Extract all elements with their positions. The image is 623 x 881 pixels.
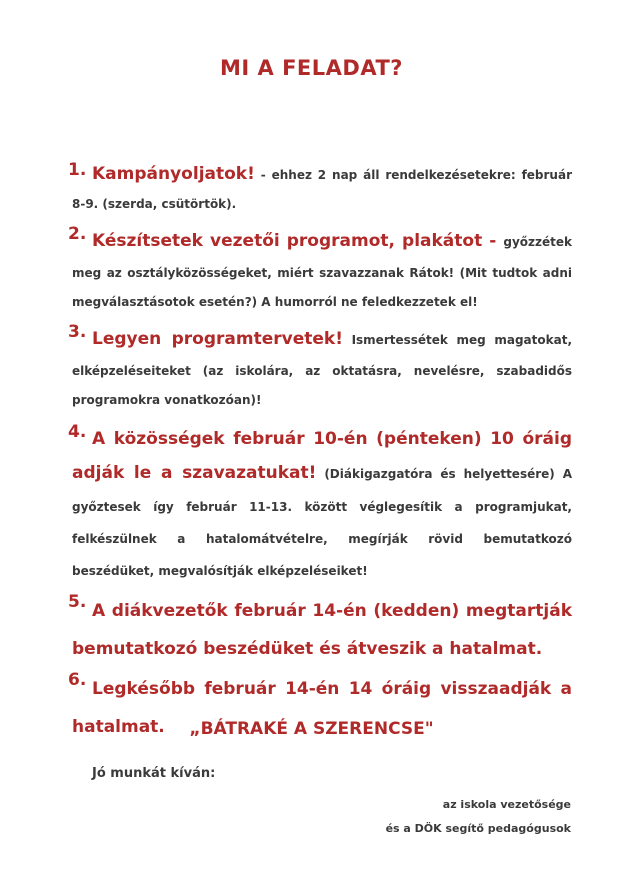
- page-title: MI A FELADAT?: [220, 56, 403, 80]
- item-body: - ehhez 2 nap áll rendelkezésetekre: február 8-9. (szerda, csütörtök).: [72, 168, 572, 211]
- item-body: (Diákigazgatóra és helyettesére) A győztesek így február 11-13. között véglegesítik a programjukat, felkészülnek a hatalomátvételre, megírják rövid bemutatkozó beszédüket, megvalósítják elképzeléseiket!: [72, 467, 572, 578]
- item-number: 3.: [68, 322, 87, 342]
- list-item: [68, 224, 572, 316]
- item-number: 6.: [68, 670, 87, 690]
- item-text: [72, 224, 572, 316]
- item-body: győzzétek meg az osztályközösségeket, miért szavazzanak Rátok! (Mit tudtok adni megválasztásotok esetén?) A humorról ne feledkezzetek el!: [72, 235, 572, 309]
- item-number: 1.: [68, 160, 87, 180]
- item-number: 4.: [68, 422, 87, 442]
- item-heading: Készítsetek vezetői programot, plakátot -: [92, 231, 504, 251]
- item-text: [72, 160, 572, 218]
- slogan: „BÁTRAKÉ A SZERENCSE": [189, 719, 434, 739]
- item-heading: Legyen programtervetek!: [92, 329, 343, 349]
- signature-line-1: az iskola vezetősége: [442, 798, 571, 811]
- item-heading: Legkésőbb február 14-én 14 óráig visszaadják a hatalmat.: [72, 679, 572, 737]
- item-heading: Kampányoljatok!: [92, 164, 255, 184]
- item-number: 5.: [68, 592, 87, 612]
- item-body: Ismertessétek meg magatokat, elképzeléseiteket (az iskolára, az oktatásra, nevelésre, szabadidős programokra vonatkozóan)!: [72, 333, 573, 407]
- item-text: [72, 422, 572, 586]
- item-text: [72, 322, 572, 414]
- item-text: [72, 592, 572, 668]
- task-list: [68, 160, 573, 746]
- item-heading: A közösségek február 10-én (pénteken) 10 óráig adják le a szavazatukat!: [72, 429, 572, 483]
- list-item: [68, 422, 572, 586]
- signature-line-2: és a DÖK segítő pedagógusok: [385, 822, 571, 835]
- list-item: [68, 592, 572, 668]
- list-item: [68, 160, 572, 218]
- item-number: 2.: [68, 224, 87, 244]
- greeting: Jó munkát kíván:: [92, 766, 216, 781]
- item-heading: A diákvezetők február 14-én (kedden) megtartják bemutatkozó beszédüket és átveszik a hatalmat.: [72, 601, 572, 659]
- list-item: [68, 322, 573, 414]
